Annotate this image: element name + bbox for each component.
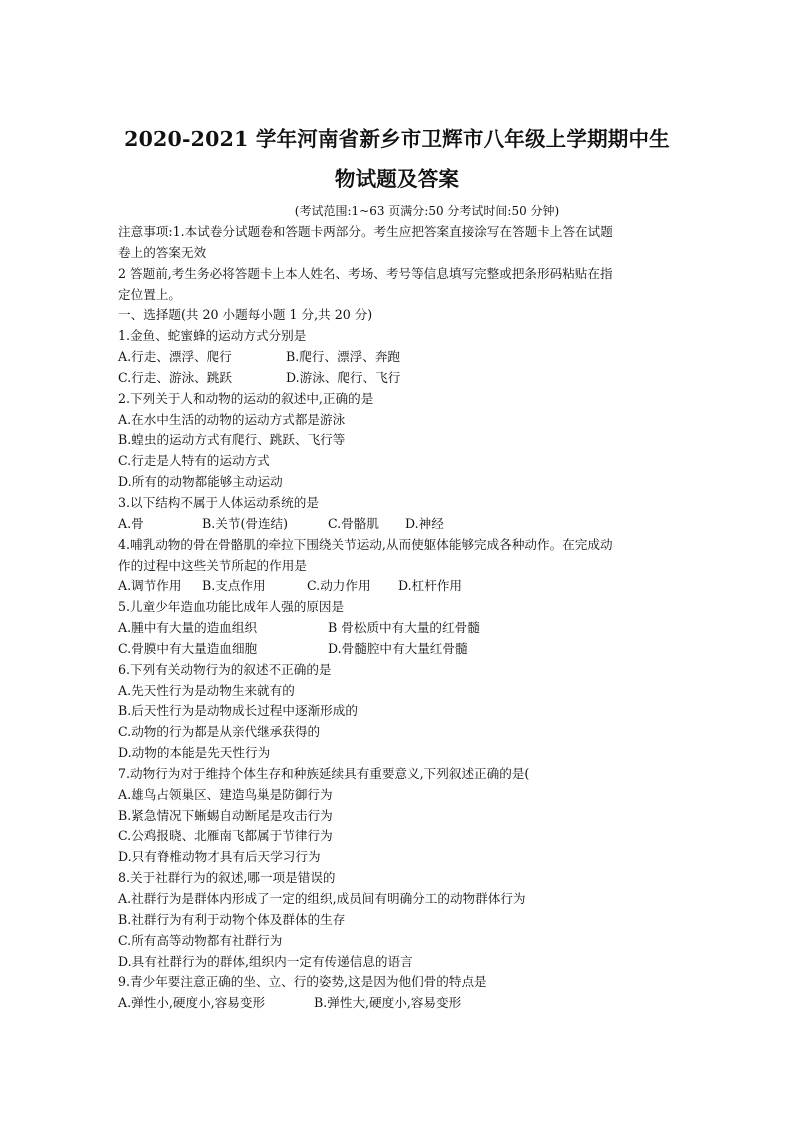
option: C.行走是人特有的运动方式 <box>118 453 270 469</box>
option-row <box>118 347 708 368</box>
option: D.只有脊椎动物才具有后天学习行为 <box>118 849 321 865</box>
option: B.弹性大,硬度小,容易变形 <box>314 995 462 1011</box>
option: A.腫中有大量的造血组织 <box>118 620 258 636</box>
option-row <box>118 993 708 1014</box>
option: B.支点作用 <box>202 578 266 594</box>
notice-line: 卷上的答案无效 <box>118 244 207 260</box>
option: C.骨骼肌 <box>328 515 379 531</box>
option: C.动物的行为都是从亲代继承获得的 <box>118 724 321 740</box>
question-stem: 1.金鱼、蛇蜜蜂的运动方式分别是 <box>118 328 307 344</box>
option-row <box>118 639 708 660</box>
option: A.行走、漂浮、爬行 <box>118 349 232 365</box>
document-body <box>118 222 708 1014</box>
option: C.骨膜中有大量造血细胞 <box>118 640 258 656</box>
option: B.关节(骨连结) <box>202 515 289 531</box>
document-title-line-2: 物试题及答案 <box>334 167 460 191</box>
section-heading: 一、选择题(共 20 小题每小题 1 分,共 20 分) <box>118 307 373 323</box>
option: D.骨髓腔中有大量红骨髓 <box>328 640 468 656</box>
option-row <box>118 576 708 597</box>
option: D.杠杆作用 <box>398 578 463 594</box>
notice-line: 定位置上。 <box>118 286 181 302</box>
option: B.紧急情况下蜥蜴自动断尾是攻击行为 <box>118 807 333 823</box>
option: A.骨 <box>118 515 144 531</box>
option: D.动物的本能是先天性行为 <box>118 745 271 761</box>
option: D.具有社群行为的群体,组织内一定有传递信息的语言 <box>118 953 413 969</box>
question-stem: 8.关于社群行为的叙述,哪一项是错误的 <box>118 870 336 886</box>
option: A.弹性小,硬度小,容易变形 <box>118 995 266 1011</box>
option: A.社群行为是群体内形成了一定的组织,成员间有明确分工的动物群体行为 <box>118 891 526 906</box>
question-stem: 4.哺乳动物的骨在骨骼肌的牵拉下围绕关节运动,从而使躯体能够完成各种动作。在完成动 <box>118 536 613 552</box>
option: A.调节作用 <box>118 578 182 594</box>
option: D.所有的动物都能够主动运动 <box>118 474 283 490</box>
option: D.游泳、爬行、飞行 <box>286 369 401 385</box>
option: C.动力作用 <box>307 578 371 594</box>
option-row <box>118 618 708 639</box>
option: C.所有高等动物都有社群行为 <box>118 932 283 948</box>
option: B.爬行、漂浮、奔跑 <box>286 349 401 365</box>
question-stem: 9.青少年要注意正确的坐、立、行的姿势,这是因为他们骨的特点是 <box>118 974 487 990</box>
question-stem: 7.动物行为对于维持个体生存和种族延续具有重要意义,下列叙述正确的是( <box>118 765 530 781</box>
option: A.雄鸟占领巢区、建造鸟巢是防御行为 <box>118 786 333 802</box>
document-title-line-1: 2020-2021 学年河南省新乡市卫辉市八年级上学期期中生 <box>124 127 670 151</box>
option: B.蝗虫的运动方式有爬行、跳跃、飞行等 <box>118 432 346 448</box>
option: B 骨松质中有大量的红骨髓 <box>328 620 480 636</box>
option: C.行走、游泳、跳跃 <box>118 369 232 385</box>
option-row <box>118 514 708 535</box>
notice-line: 2 答题前,考生务必将答题卡上本人姓名、考场、考号等信息填写完整或把条形码粘贴在指 <box>118 265 613 281</box>
question-stem: 5.儿童少年造血功能比成年人强的原因是 <box>118 599 345 615</box>
question-stem: 2.下列关于人和动物的运动的叙述中,正确的是 <box>118 390 374 406</box>
question-stem: 作的过程中这些关节所起的作用是 <box>118 557 307 573</box>
notice-line: 注意事项:1.本试卷分试题卷和答题卡两部分。考生应把答案直接涂写在答题卡上答在试题 <box>118 224 613 239</box>
option: B.后天性行为是动物成长过程中逐渐形成的 <box>118 703 358 719</box>
question-stem: 3.以下结构不属于人体运动系统的是 <box>118 494 319 510</box>
option: D.神经 <box>405 515 444 531</box>
option: B.社群行为有利于动物个体及群体的生存 <box>118 911 346 927</box>
option: C.公鸡报晓、北雁南飞都属于节律行为 <box>118 828 333 844</box>
option-row <box>118 368 708 389</box>
question-stem: 6.下列有关动物行为的叙述不正确的是 <box>118 661 332 677</box>
option: A.在水中生活的动物的运动方式都是游泳 <box>118 411 346 427</box>
exam-info: (考试范围:1~63 页满分:50 分考试时间:50 分钟) <box>294 204 560 218</box>
option: A.先天性行为是动物生来就有的 <box>118 682 295 698</box>
